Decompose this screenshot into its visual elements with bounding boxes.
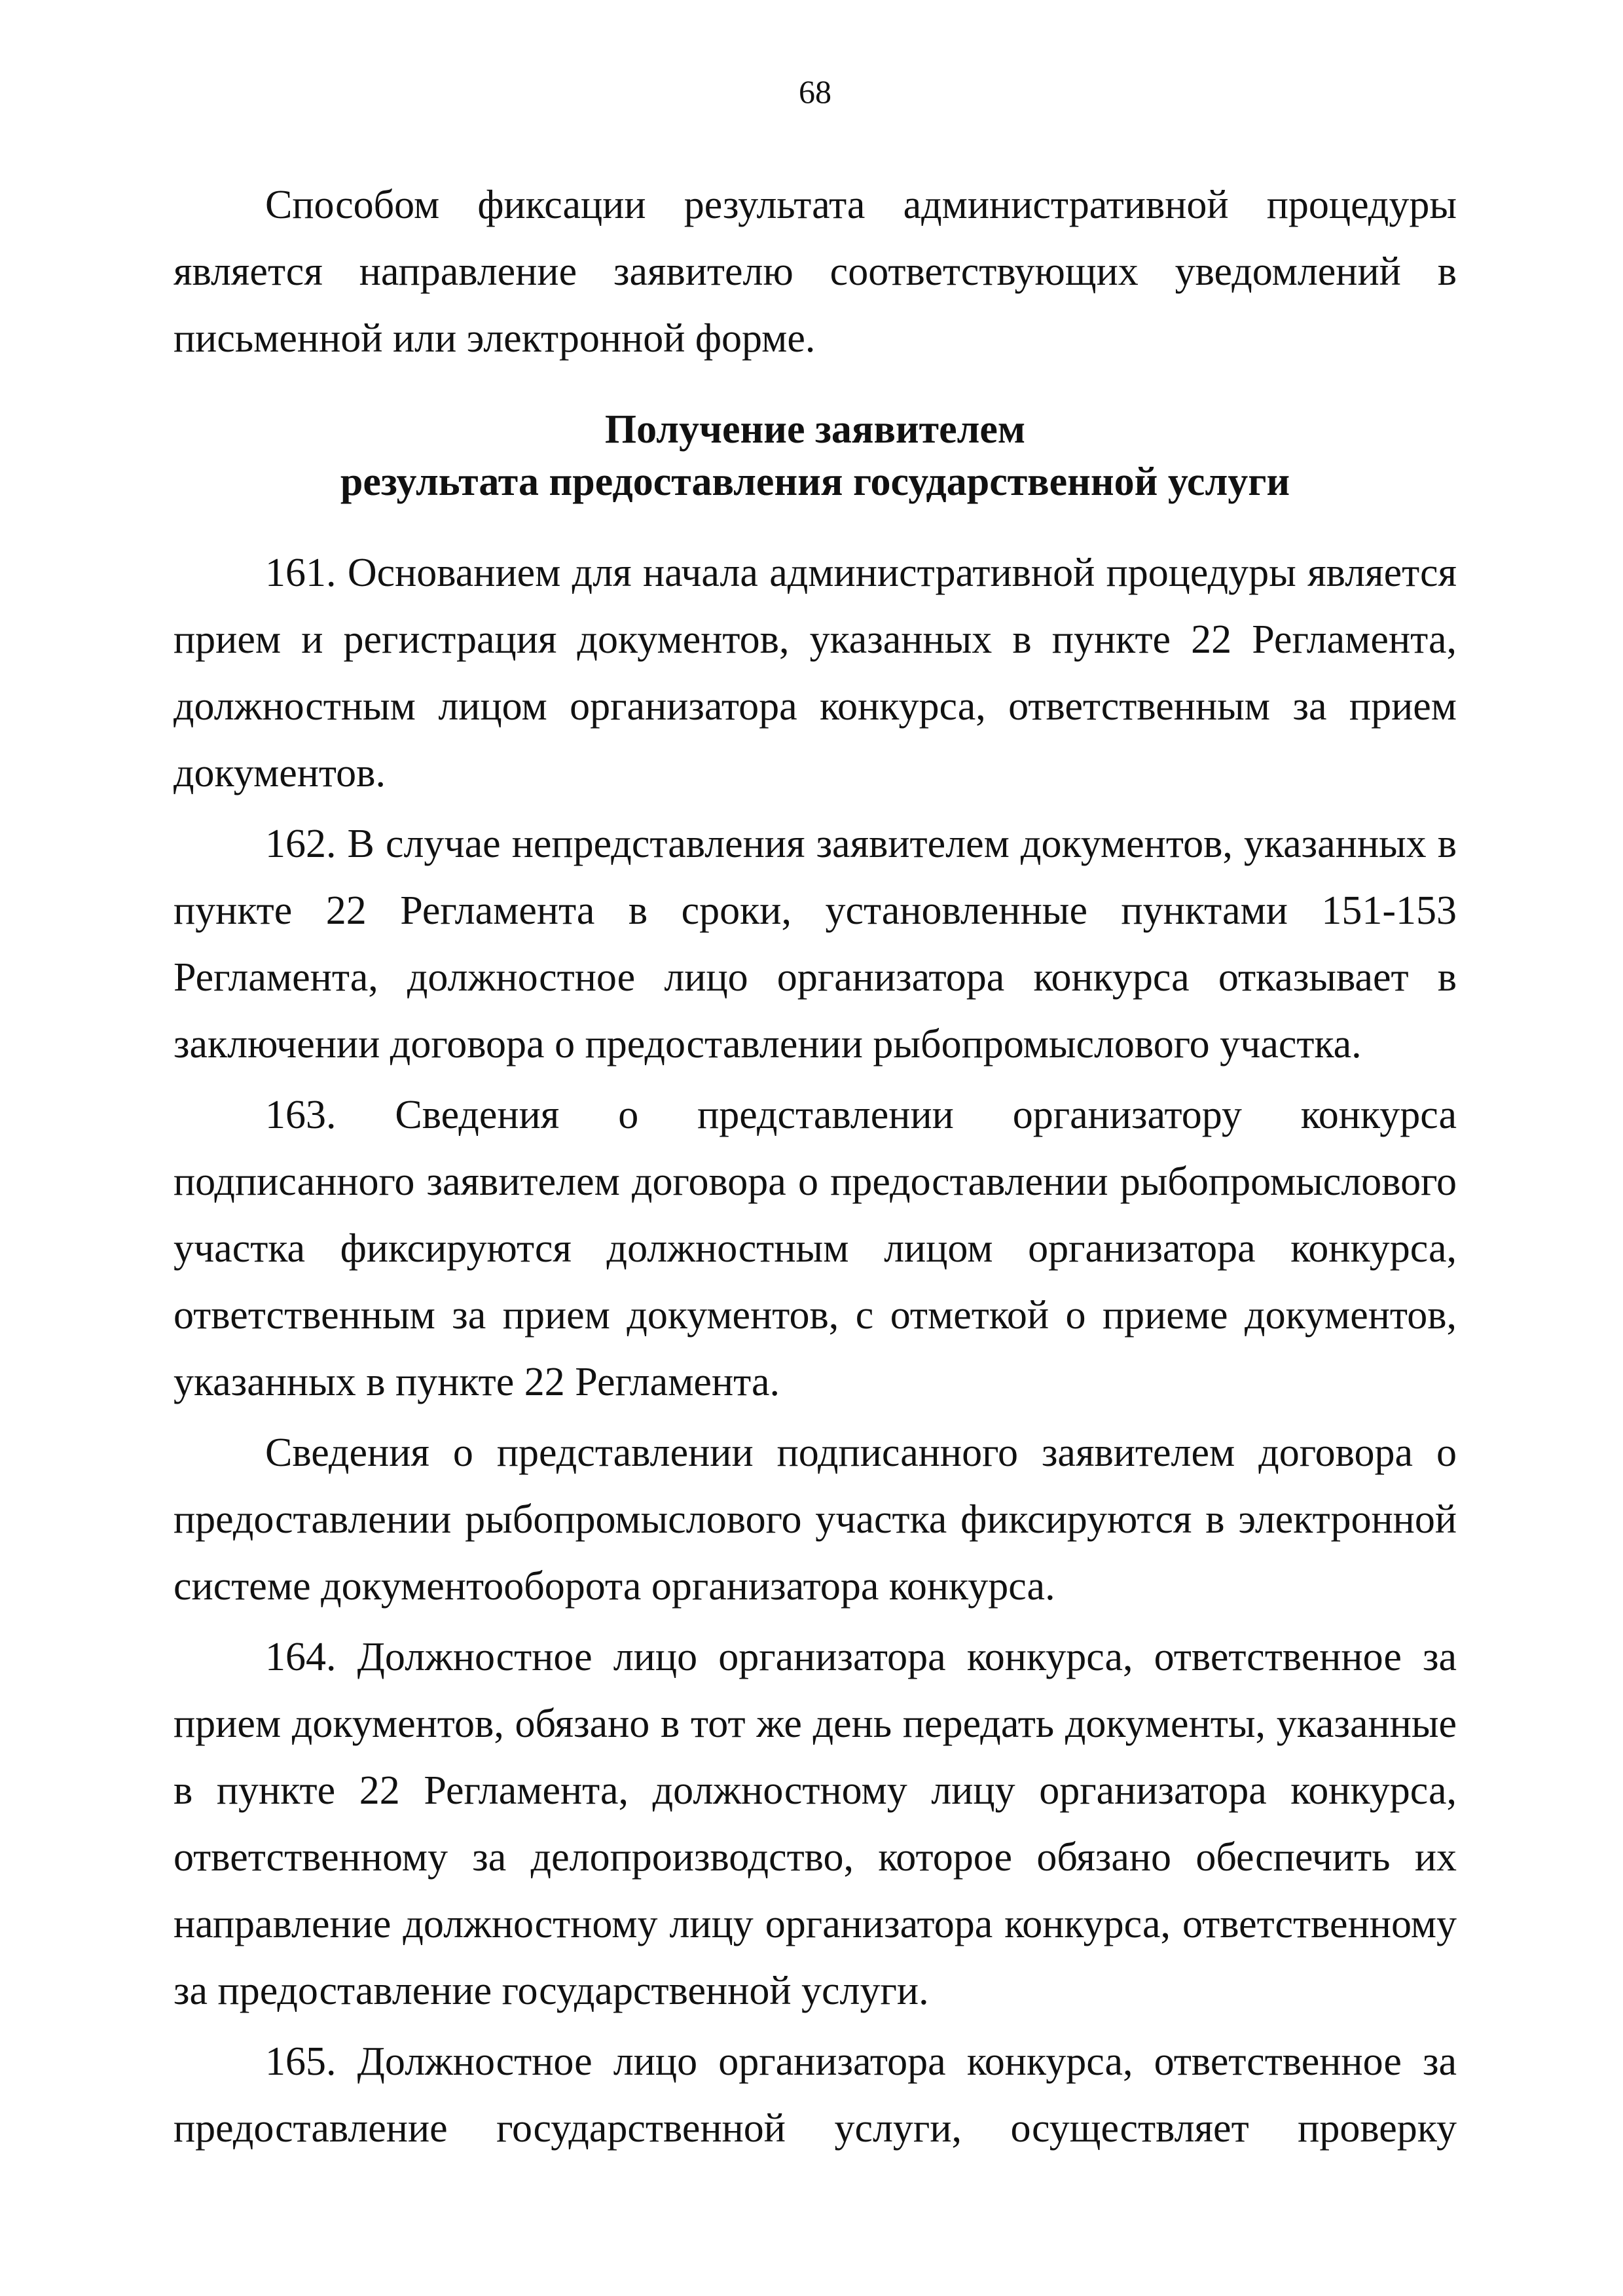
- section-heading: [173, 403, 1457, 508]
- paragraph-163: 163. Сведения о представлении организатору конкурса подписанного заявителем договора о предоставлении рыбопромыслового участка фиксируются должностным лицом организатора конкурса, ответственным за прием документов, с отметкой о приеме документов, указанных в пункте 22 Регламента.: [173, 1093, 1457, 1404]
- document-page: [173, 72, 1457, 2162]
- paragraph-165: 165. Должностное лицо организатора конкурса, ответственное за предоставление государственной услуги, осуществляет проверку: [173, 2039, 1457, 2151]
- paragraph-162: 162. В случае непредставления заявителем документов, указанных в пункте 22 Регламента в сроки, установленные пунктами 151-153 Регламента, должностное лицо организатора конкурса отказывает в заключении договора о предоставлении рыбопромыслового участка.: [173, 822, 1457, 1066]
- paragraph-164: 164. Должностное лицо организатора конкурса, ответственное за прием документов, обязано в тот же день передать документы, указанные в пункте 22 Регламента, должностному лицу организатора конкурса, ответственному за делопроизводство, которое обязано обеспечить их направление должностному лицу организатора конкурса, ответственному за предоставление государственной услуги.: [173, 1635, 1457, 2013]
- paragraph-163-continuation: Сведения о представлении подписанного заявителем договора о предоставлении рыбопромыслового участка фиксируются в электронной системе документооборота организатора конкурса.: [173, 1430, 1457, 1609]
- section-heading-line-1: Получение заявителем: [604, 407, 1026, 452]
- paragraph-161: 161. Основанием для начала административной процедуры является прием и регистрация документов, указанных в пункте 22 Регламента, должностным лицом организатора конкурса, ответственным за прием документов.: [173, 551, 1457, 795]
- intro-paragraph: Способом фиксации результата административной процедуры является направление заявителю соответствующих уведомлений в письменной или электронной форме.: [173, 183, 1457, 361]
- section-heading-line-2: результата предоставления государственной услуги: [340, 460, 1290, 504]
- page-number: 68: [799, 73, 831, 110]
